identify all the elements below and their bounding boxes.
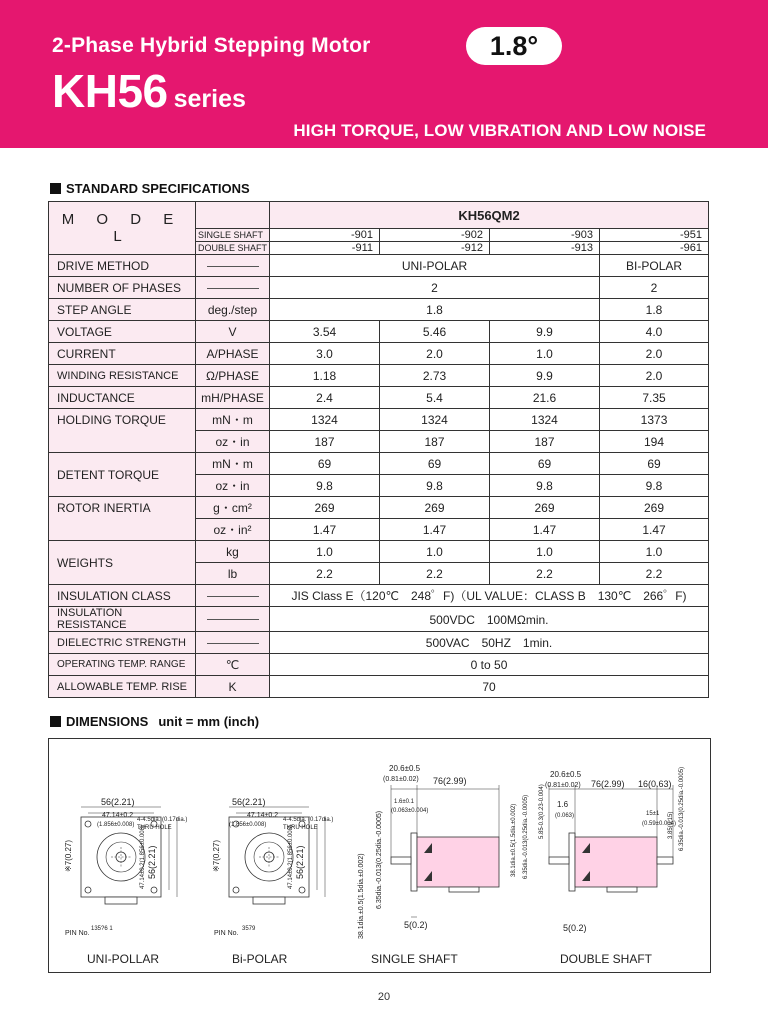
table-row xyxy=(49,202,709,229)
table-row: OPERATING TEMP. RANGE ℃ 0 to 50 xyxy=(49,654,709,676)
single-shaft-label: SINGLE SHAFT xyxy=(196,229,270,242)
dimension-drawings xyxy=(49,739,712,974)
front-pin-label: PIN No. xyxy=(65,930,90,937)
table-row: NUMBER OF PHASES 2 2 xyxy=(49,277,709,299)
table-row: DOUBLE SHAFT -911 -912 -913 -961 xyxy=(49,242,709,255)
table-row: oz・in 187 187 187 194 xyxy=(49,431,709,453)
caption-single-shaft: SINGLE SHAFT xyxy=(371,952,458,966)
table-row: DIELECTRIC STRENGTH 500VAC 50HZ 1min. xyxy=(49,632,709,654)
front-hole-dim: 4-4.5dia. (0.17dia.) xyxy=(283,817,334,823)
front-thru-hole: THRU HOLE xyxy=(283,825,318,831)
front-hole-dim: 4-4.5dia. (0.17dia.) xyxy=(137,817,188,823)
double-diameter-1: 38.1dia.±0.5(1.5dia.±0.002) xyxy=(511,803,517,877)
front-width-dim: 56(2.21) xyxy=(101,797,135,807)
table-row: lb 2.2 2.2 2.2 2.2 xyxy=(49,563,709,585)
table-row: DETENT TORQUE mN・m 69 69 69 69 xyxy=(49,453,709,475)
double-thickness-inch: (0.063) xyxy=(555,813,575,819)
table-row: INSULATION CLASS JIS Class E（120℃ 248゜F)（UL VALUE：CLASS B 130℃ 266゜F) xyxy=(49,585,709,607)
table-row: HOLDING TORQUE mN・m 1324 1324 1324 1373 xyxy=(49,409,709,431)
front-pcd-inch: (1.856±0.008) xyxy=(97,822,135,828)
bullet-square-icon xyxy=(50,716,61,727)
table-row: WEIGHTS kg 1.0 1.0 1.0 1.0 xyxy=(49,541,709,563)
double-rear-dim: 15±1 xyxy=(646,811,660,817)
double-length-1-inch: (0.81±0.02) xyxy=(545,782,581,789)
double-diameter-4: 6.35dia.-0.013(0.25dia.-0.0005) xyxy=(679,766,685,851)
bullet-square-icon xyxy=(50,183,61,194)
page-number: 20 xyxy=(377,991,391,1003)
double-diameter-5: 3.85(0.15) xyxy=(668,811,674,839)
front-side-dim: 56(2.21) xyxy=(295,845,305,879)
dash-mark xyxy=(207,266,259,267)
dimensions-heading: DIMENSIONS unit = mm (inch) xyxy=(50,714,259,729)
caption-double-shaft: DOUBLE SHAFT xyxy=(560,952,653,966)
tagline: HIGH TORQUE, LOW VIBRATION AND LOW NOISE xyxy=(293,121,706,140)
front-pin-numbers: 3579 xyxy=(242,926,256,932)
single-length-2: 76(2.99) xyxy=(433,776,467,786)
double-shaft-label: DOUBLE SHAFT xyxy=(196,242,270,255)
front-pcd-dim: 47.14±0.2 xyxy=(247,812,279,819)
product-subtitle: 2-Phase Hybrid Stepping Motor xyxy=(52,34,371,57)
table-row: SINGLE SHAFT -901 -902 -903 -951 xyxy=(49,229,709,242)
single-bottom-dim: 5(0.2) xyxy=(404,920,428,930)
model-code: KH56QM2 xyxy=(270,202,709,229)
front-pcd-inch: (1.856±0.008) xyxy=(229,822,267,828)
front-thru-hole: THRU HOLE xyxy=(137,825,172,831)
caption-bipolar: Bi-POLAR xyxy=(232,952,288,966)
double-bottom-dim: 5(0.2) xyxy=(563,923,587,933)
front-side-pcd: 47.14±0.2(1.856±0.008) xyxy=(140,825,146,889)
model-name: KH56 xyxy=(52,65,168,117)
double-rear-dim-inch: (0.59±0.004) xyxy=(642,821,676,827)
table-row: ALLOWABLE TEMP. RISE K 70 xyxy=(49,676,709,698)
table-row: DRIVE METHOD UNI-POLAR BI-POLAR xyxy=(49,255,709,277)
single-diameter-1: 38.1dia.±0.5(1.5dia.±0.002) xyxy=(358,853,365,939)
front-width-dim: 56(2.21) xyxy=(232,797,266,807)
table-row: ROTOR INERTIA g・cm² 269 269 269 269 xyxy=(49,497,709,519)
caption-unipolar: UNI-POLLAR xyxy=(87,952,160,966)
dash-mark xyxy=(207,643,259,644)
dash-mark xyxy=(207,619,259,620)
single-length-1: 20.6±0.5 xyxy=(389,764,421,773)
specs-heading: STANDARD SPECIFICATIONS xyxy=(50,181,250,196)
series-title xyxy=(52,64,246,118)
single-diameter-2: 6.35dia.-0.013(0.25dia.-0.0005) xyxy=(376,810,383,909)
front-boss-dim: ※7(0.27) xyxy=(212,839,221,872)
double-thickness: 1.6 xyxy=(557,800,569,809)
header-band xyxy=(0,0,768,148)
dash-mark xyxy=(207,288,259,289)
single-thickness-inch: (0.063±0.004) xyxy=(391,808,429,814)
table-row: oz・in 9.8 9.8 9.8 9.8 xyxy=(49,475,709,497)
series-word: series xyxy=(173,85,246,113)
front-pin-label: PIN No. xyxy=(214,930,239,937)
front-pin-numbers: 135?6 1 xyxy=(91,926,113,932)
double-length-1: 20.6±0.5 xyxy=(550,770,582,779)
table-row: INDUCTANCE mH/PHASE 2.4 5.4 21.6 7.35 xyxy=(49,387,709,409)
single-length-1-inch: (0.81±0.02) xyxy=(383,776,419,783)
table-row: INSULATION RESISTANCE 500VDC 100MΩmin. xyxy=(49,607,709,632)
double-length-3: 16(0.63) xyxy=(638,779,672,789)
table-row: oz・in² 1.47 1.47 1.47 1.47 xyxy=(49,519,709,541)
table-row: STEP ANGLE deg./step 1.8 1.8 xyxy=(49,299,709,321)
table-row: CURRENT A/PHASE 3.0 2.0 1.0 2.0 xyxy=(49,343,709,365)
front-side-pcd: 47.14±0.2(1.856±0.008) xyxy=(288,825,294,889)
single-thickness: 1.6±0.1 xyxy=(394,799,414,805)
table-row: VOLTAGE V 3.54 5.46 9.9 4.0 xyxy=(49,321,709,343)
double-length-2: 76(2.99) xyxy=(591,779,625,789)
double-diameter-2: 6.35dia.-0.013(0.25dia.-0.0005) xyxy=(523,794,529,879)
front-boss-dim: ※7(0.27) xyxy=(64,839,73,872)
spec-table xyxy=(48,201,709,698)
step-angle-badge: 1.8° xyxy=(466,27,562,65)
dash-mark xyxy=(207,596,259,597)
model-label: M O D E L xyxy=(49,202,196,255)
double-diameter-3: 5.85-0.3(0.23-0.004) xyxy=(539,784,545,839)
table-row: WINDING RESISTANCE Ω/PHASE 1.18 2.73 9.9 2.0 xyxy=(49,365,709,387)
front-side-dim: 56(2.21) xyxy=(147,845,157,879)
front-pcd-dim: 47.14±0.2 xyxy=(102,812,134,819)
dimensions-drawing xyxy=(48,738,711,973)
